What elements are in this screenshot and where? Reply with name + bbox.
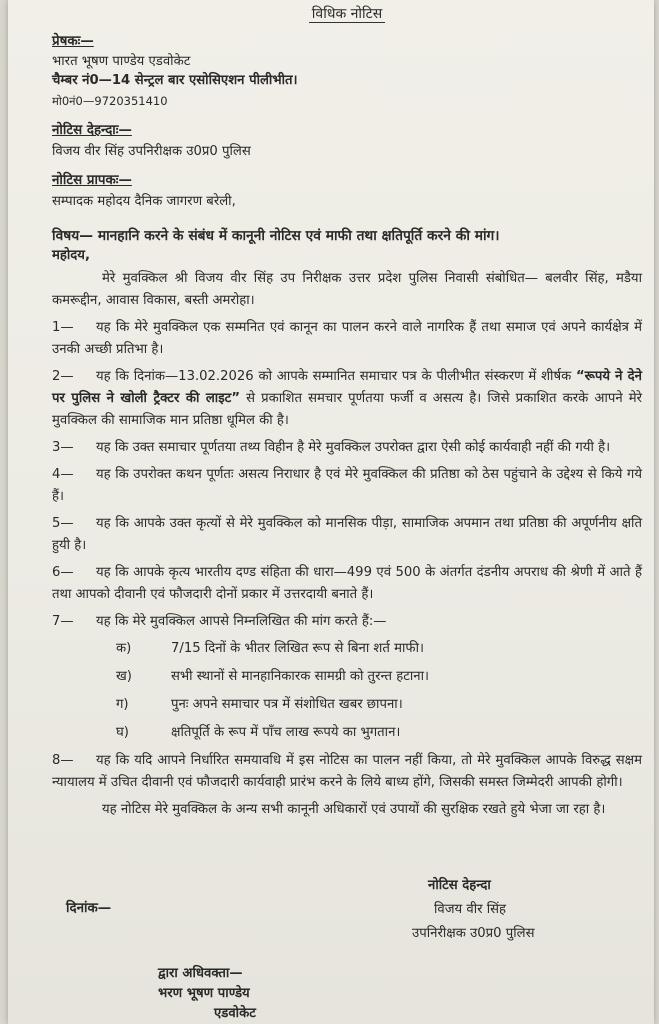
sender-name: भारत भूषण पाण्डेय एडवोकेट: [52, 54, 191, 69]
point-3: [52, 437, 642, 459]
point-1: [52, 317, 642, 361]
point-text: यह कि मेरे मुवक्किल एक सम्मनित एवं कानून का पालन करने वाले नागरिक हैं तथा समाज एवं अपने कार्यक्षेत्र में उनकी अच्छी प्रतिभा है।: [52, 320, 642, 357]
closing-paragraph: [52, 799, 642, 821]
demand-key: क): [116, 641, 132, 656]
sender-address: चैम्बर नं0—14 सेन्ट्रल बार एसोसिएशन पीलीभीत।: [52, 73, 298, 88]
intro-text: मेरे मुवक्किल श्री विजय वीर सिंह उप निरीक्षक उत्तर प्रदेश पुलिस निवासी संबोधित— बलवीर सिंह, मडैया कमरूद्दीन, आवास विकास, बस्ती अमरोहा।: [52, 271, 642, 308]
demand-item: [116, 638, 642, 660]
closing-text: यह नोटिस मेरे मुवक्किल के अन्य सभी कानूनी अधिकारों एवं उपायों की सुरक्षिक रखते हुये भेजा जा रहा है।: [102, 802, 606, 817]
subject-line: विषय— मानहानि करने के संबंध में कानूनी नोटिस एवं माफी तथा क्षतिपूर्ति करने की मांग।: [52, 228, 500, 244]
point-number: 8—: [52, 753, 74, 768]
intro-paragraph: [52, 268, 642, 312]
demand-key: घ): [116, 725, 129, 740]
point-number: 2—: [52, 369, 74, 384]
demand-key: ख): [116, 669, 132, 684]
point-number: 4—: [52, 467, 74, 482]
point-2: [52, 366, 642, 432]
notice-giver-label: नोटिस देहन्दाः—: [52, 123, 132, 138]
demand-key: ग): [116, 697, 129, 712]
advocate-name: भरण भूषण पाण्डेय: [158, 986, 250, 1001]
point-number: 1—: [52, 320, 74, 335]
point-text: यह कि उक्त समाचार पूर्णतया तथ्य विहीन है मेरे मुवक्किल उपरोक्त द्वारा ऐसी कोई कार्यवाही नहीं की गयी है।: [96, 440, 611, 455]
document-title: [52, 6, 642, 23]
point-4: [52, 464, 642, 508]
advocate-block: [158, 964, 256, 1024]
point-number: 5—: [52, 516, 74, 531]
advocate-label: द्वारा अधिवक्ता—: [158, 966, 243, 981]
point-6: [52, 562, 642, 606]
point-text: यह कि दिनांक—13.02.2026 को आपके सम्मानित समाचार पत्र के पीलीभीत संस्करण में शीर्षक: [96, 369, 576, 384]
demand-item: [116, 694, 642, 716]
notice-receiver-label: नोटिस प्रापकः—: [52, 173, 132, 188]
spacer: [52, 160, 642, 172]
notice-body: [52, 6, 642, 826]
sender-mobile: मो0नं0—9720351410: [52, 94, 168, 108]
point-number: 3—: [52, 440, 74, 455]
point-text: यह कि आपके कृत्य भारतीय दण्ड संहिता की धारा—499 एवं 500 के अंतर्गत दंडनीय अपराध की श्रेणी में आते हैं तथा आपको दीवानी एवं फौजदारी दोनों प्रकार में उत्तरदायी बनाते हैं।: [52, 565, 642, 602]
point-text: यह कि यदि आपने निर्धारित समयावधि में इस नोटिस का पालन नहीं किया, तो मेरे मुवक्किल आपके विरुद्ध सक्षम न्यायालय में उचित दीवानी एवं फौजदारी कार्यवाही प्रारंभ करने के लिये बाध्य होंगे, जिसकी समस्त जिम्मेदरी आपकी होगी।: [52, 753, 642, 790]
point-5: [52, 513, 642, 557]
signatory-label: नोटिस देहन्दा: [428, 878, 491, 893]
signatory-designation: उपनिरीक्षक उ0प्र0 पुलिस: [412, 926, 535, 941]
point-number: 6—: [52, 565, 74, 580]
spacer: [52, 110, 642, 122]
point-text: यह कि मेरे मुवक्किल आपसे निम्नलिखित की मांग करते हैं:—: [96, 614, 387, 629]
notice-receiver-name: सम्पादक महोदय दैनिक जागरण बरेली,: [52, 194, 236, 209]
notice-paper: [8, 0, 654, 1024]
demand-text: 7/15 दिनों के भीतर लिखित रूप से बिना शर्त माफी।: [171, 641, 424, 656]
date-field: [66, 898, 111, 916]
advocate-title: एडवोकेट: [214, 1006, 256, 1021]
signatory-name: विजय वीर सिंह: [434, 902, 507, 917]
salutation: महोदय,: [52, 248, 90, 263]
sender-label: प्रेषकः—: [52, 34, 94, 49]
point-text: से प्रकाशित समचार पूर्णतया फर्जी व असत्य है। जिसे प्रकाशित करके आपने मेरे मुवक्किल की सामाजिक मान प्रतिष्ठा धूमिल की है।: [52, 391, 642, 428]
spacer: [52, 210, 642, 218]
demand-item: [116, 666, 642, 688]
signature-block: [372, 874, 535, 946]
demand-text: सभी स्थानों से मानहानिकारक सामग्री को तुरन्त हटाना।: [171, 669, 430, 684]
demand-item: [116, 722, 642, 744]
document-title-text: विधिक नोटिस: [309, 6, 385, 23]
point-7: [52, 611, 642, 633]
news-headline: “रूपये ने देने पर पुलिस ने खोली ट्रैक्टर की लाइट”: [52, 369, 642, 406]
notice-giver-name: विजय वीर सिंह उपनिरीक्षक उ0प्र0 पुलिस: [52, 144, 251, 159]
point-text: यह कि उपरोक्त कथन पूर्णतः असत्य निराधार है एवं मेरे मुवक्किल की प्रतिष्ठा को ठेस पहुंचाने के उद्देश्य से किये गये हैं।: [52, 467, 642, 504]
date-label: दिनांक—: [66, 901, 112, 916]
point-text: यह कि आपके उक्त कृत्यों से मेरे मुवक्किल को मानसिक पीड़ा, सामाजिक अपमान तथा प्रतिष्ठा की अपूर्णनीय क्षति हुयी है।: [52, 516, 642, 553]
demand-text: क्षतिपूर्ति के रूप में पॉंच लाख रूपये का भुगतान।: [171, 725, 401, 740]
demand-text: पुनः अपने समाचार पत्र में संशोधित खबर छापना।: [171, 697, 403, 712]
point-number: 7—: [52, 614, 74, 629]
point-8: [52, 750, 642, 794]
